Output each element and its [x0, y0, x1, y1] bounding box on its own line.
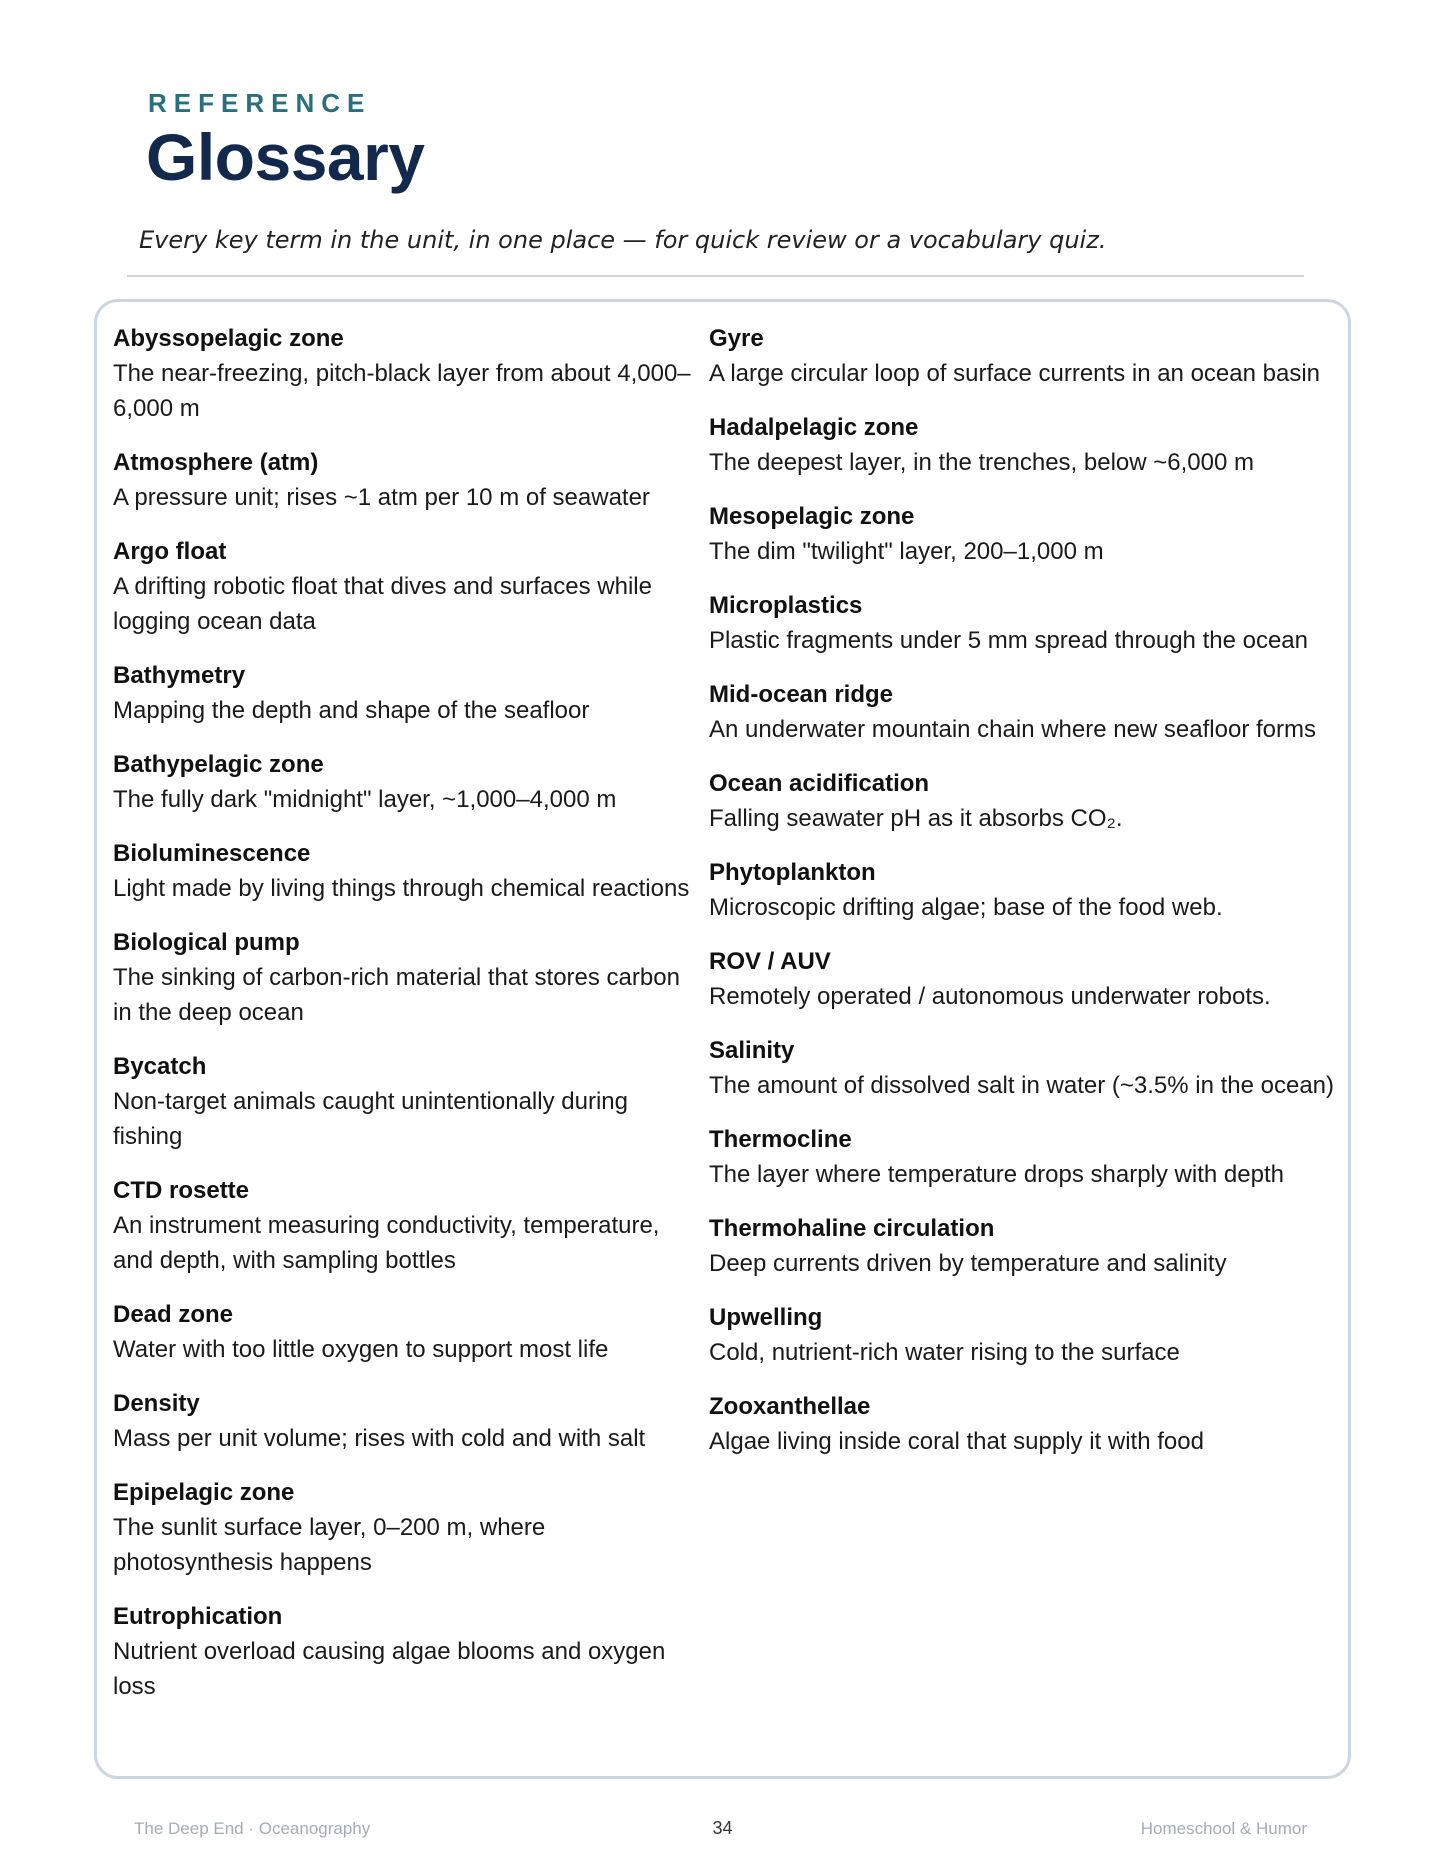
section-eyebrow: REFERENCE	[148, 88, 372, 118]
glossary-definition: Remotely operated / autonomous underwater robots.	[709, 983, 1271, 1010]
glossary-term: Thermocline	[709, 1126, 852, 1153]
glossary-term: Hadalpelagic zone	[709, 414, 919, 441]
glossary-definition: A drifting robotic float that dives and surfaces while logging ocean data	[113, 573, 652, 635]
footer-book-title: The Deep End · Oceanography	[134, 1819, 371, 1838]
glossary-definition: The sinking of carbon-rich material that stores carbon in the deep ocean	[113, 964, 680, 1026]
glossary-definition: Microscopic drifting algae; base of the food web.	[709, 894, 1223, 921]
glossary-definition: Nutrient overload causing algae blooms and oxygen loss	[113, 1638, 666, 1700]
page-title: Glossary	[146, 120, 425, 194]
glossary-term: Bathypelagic zone	[113, 751, 324, 778]
glossary-entry	[709, 1212, 1349, 1281]
glossary-definition: Non-target animals caught unintentionally during fishing	[113, 1088, 628, 1150]
glossary-definition: An underwater mountain chain where new seafloor forms	[709, 716, 1316, 743]
glossary-entry	[113, 748, 703, 817]
glossary-term: ROV / AUV	[709, 948, 831, 975]
glossary-term: Epipelagic zone	[113, 1479, 295, 1506]
glossary-definition: The sunlit surface layer, 0–200 m, where photosynthesis happens	[113, 1514, 546, 1576]
glossary-definition: Mass per unit volume; rises with cold and with salt	[113, 1425, 646, 1452]
glossary-entry	[113, 535, 703, 639]
glossary-term: Abyssopelagic zone	[113, 325, 344, 352]
glossary-entry	[709, 1034, 1349, 1103]
glossary-term: Upwelling	[709, 1304, 823, 1331]
glossary-entry	[709, 1123, 1349, 1192]
glossary-term: Ocean acidification	[709, 770, 930, 797]
glossary-term: Biological pump	[113, 929, 300, 956]
glossary-term: Bycatch	[113, 1053, 207, 1080]
glossary-term: Atmosphere (atm)	[113, 449, 319, 476]
glossary-entry	[709, 1390, 1349, 1459]
glossary-definition: Light made by living things through chemical reactions	[113, 875, 690, 902]
glossary-entry	[113, 659, 703, 728]
glossary-definition: Water with too little oxygen to support most life	[113, 1336, 609, 1363]
glossary-entry	[709, 500, 1349, 569]
glossary-entry	[113, 1174, 703, 1278]
glossary-entry	[113, 1387, 703, 1456]
glossary-entry	[113, 1600, 703, 1704]
glossary-entry	[709, 589, 1349, 658]
glossary-term: Argo float	[113, 538, 227, 565]
glossary-term: Bathymetry	[113, 662, 246, 689]
glossary-entry	[113, 1298, 703, 1367]
footer-publisher: Homeschool & Humor	[1140, 1819, 1307, 1838]
glossary-definition: The deepest layer, in the trenches, below ~6,000 m	[709, 449, 1255, 476]
glossary-definition: Algae living inside coral that supply it with food	[709, 1428, 1204, 1455]
glossary-definition: Falling seawater pH as it absorbs CO₂.	[709, 805, 1123, 832]
glossary-entry	[113, 322, 703, 426]
glossary-entry	[113, 837, 703, 906]
glossary-term: Dead zone	[113, 1301, 234, 1328]
glossary-entry	[113, 926, 703, 1030]
glossary-term: Mid-ocean ridge	[709, 681, 894, 708]
glossary-definition: The fully dark "midnight" layer, ~1,000–4,000 m	[113, 786, 617, 813]
glossary-entry	[709, 1301, 1349, 1370]
page-subtitle: Every key term in the unit, in one place — for quick review or a vocabulary quiz.	[139, 226, 1107, 254]
glossary-entry	[709, 678, 1349, 747]
glossary-entry	[709, 767, 1349, 836]
glossary-entry	[113, 1476, 703, 1580]
glossary-definition: An instrument measuring conductivity, temperature, and depth, with sampling bottles	[113, 1212, 660, 1274]
header-divider	[127, 275, 1304, 277]
glossary-term: Salinity	[709, 1037, 795, 1064]
glossary-term: Bioluminescence	[113, 840, 311, 867]
glossary-term: Density	[113, 1390, 200, 1417]
glossary-definition: The amount of dissolved salt in water (~3.5% in the ocean)	[709, 1072, 1335, 1099]
footer-page-number: 34	[712, 1818, 733, 1838]
glossary-term: Gyre	[709, 325, 764, 352]
glossary-definition: Plastic fragments under 5 mm spread through the ocean	[709, 627, 1308, 654]
glossary-definition: The near-freezing, pitch-black layer from about 4,000– 6,000 m	[113, 360, 691, 422]
glossary-entry	[709, 322, 1349, 391]
glossary-term: Mesopelagic zone	[709, 503, 915, 530]
glossary-column-right	[709, 322, 1349, 1479]
glossary-definition: The layer where temperature drops sharply with depth	[709, 1161, 1284, 1188]
glossary-column-left	[113, 322, 703, 1724]
glossary-definition: A pressure unit; rises ~1 atm per 10 m of seawater	[113, 484, 650, 511]
glossary-term: CTD rosette	[113, 1177, 250, 1204]
glossary-definition: The dim "twilight" layer, 200–1,000 m	[709, 538, 1104, 565]
glossary-term: Thermohaline circulation	[709, 1215, 995, 1242]
glossary-definition: Mapping the depth and shape of the seafloor	[113, 697, 590, 724]
glossary-term: Phytoplankton	[709, 859, 876, 886]
glossary-entry	[709, 411, 1349, 480]
glossary-entry	[709, 945, 1349, 1014]
glossary-term: Eutrophication	[113, 1603, 283, 1630]
glossary-definition: Deep currents driven by temperature and salinity	[709, 1250, 1227, 1277]
glossary-entry	[709, 856, 1349, 925]
glossary-definition: A large circular loop of surface currents in an ocean basin	[709, 360, 1321, 387]
glossary-entry	[113, 446, 703, 515]
glossary-term: Microplastics	[709, 592, 863, 619]
glossary-definition: Cold, nutrient-rich water rising to the surface	[709, 1339, 1180, 1366]
glossary-term: Zooxanthellae	[709, 1393, 871, 1420]
glossary-entry	[113, 1050, 703, 1154]
